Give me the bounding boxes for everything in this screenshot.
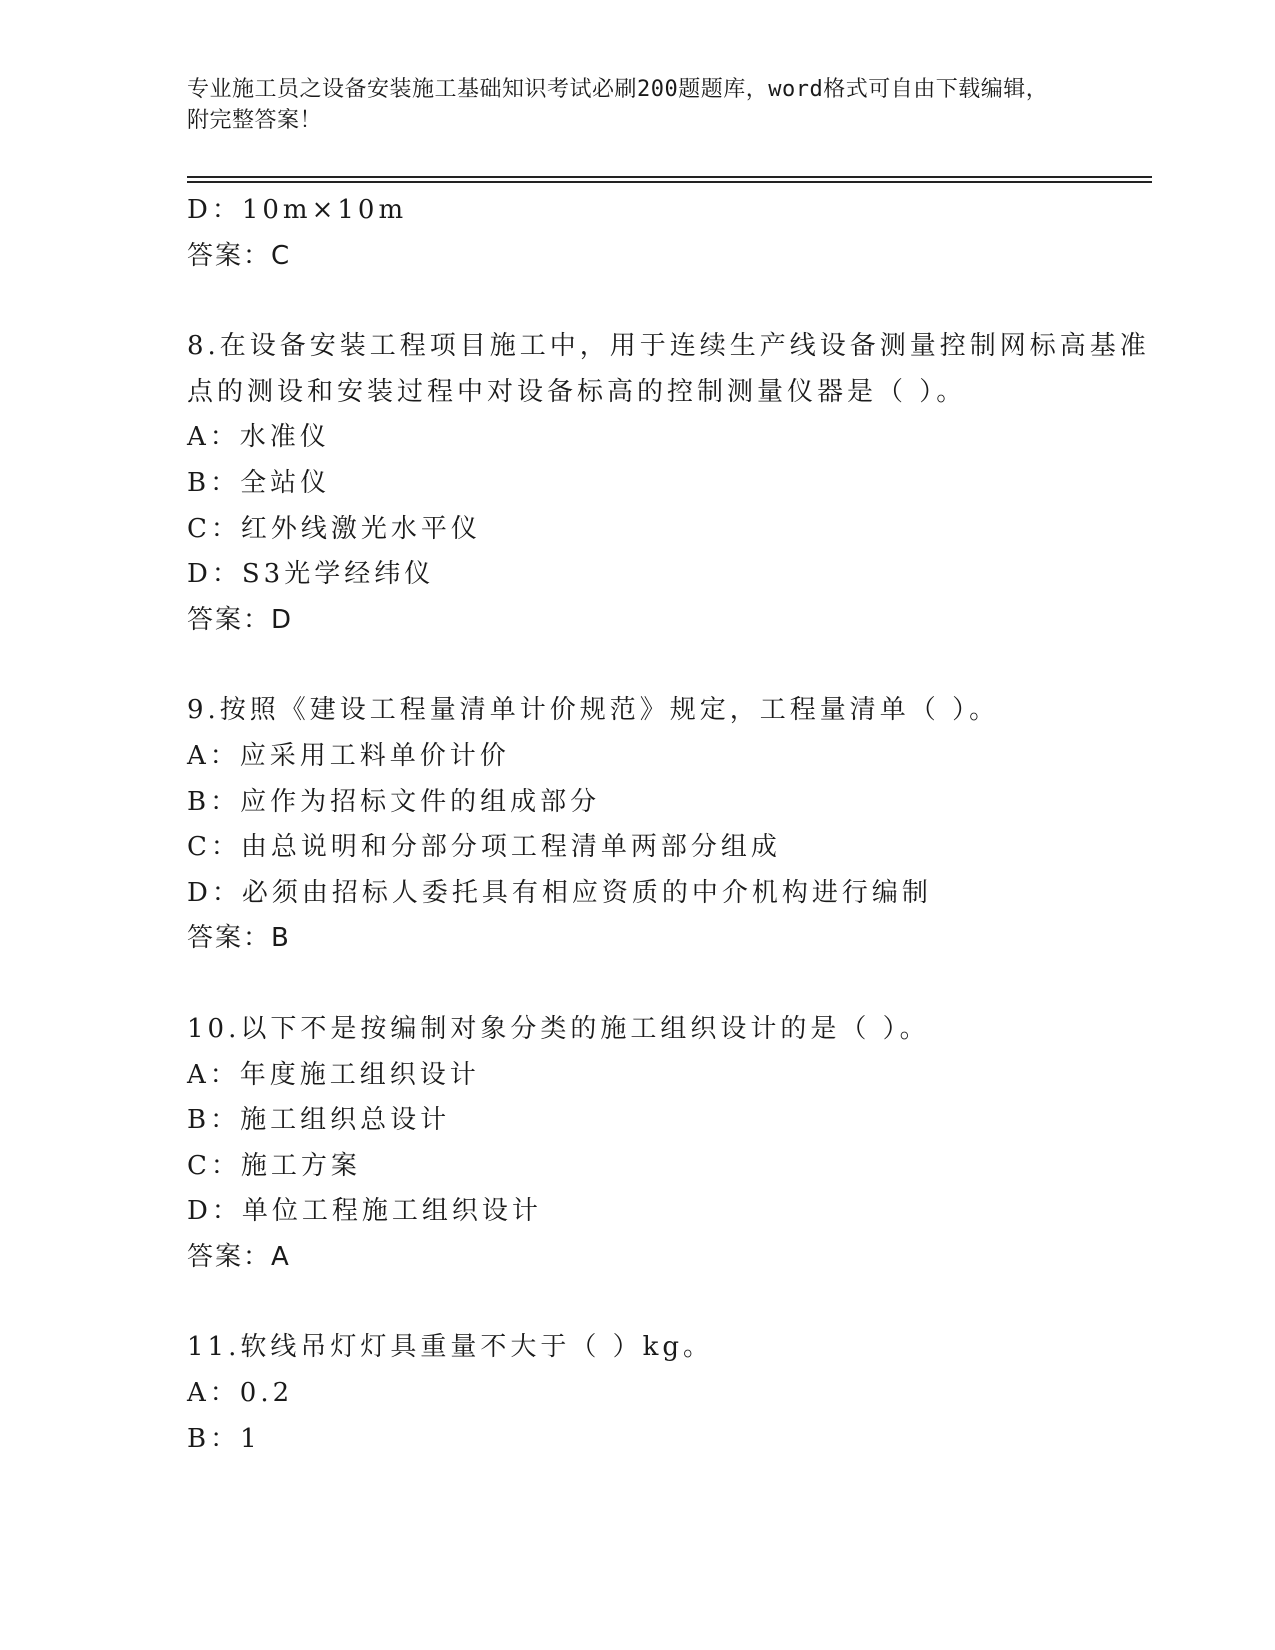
question-9-option-a: A：应采用工料单价计价 (187, 740, 510, 771)
spacer (187, 962, 1152, 1007)
question-11-option-b: B：1 (187, 1423, 261, 1454)
spacer (187, 643, 1152, 688)
question-11-option-a: A：0.2 (187, 1378, 294, 1409)
question-10-option-c: C：施工方案 (187, 1150, 361, 1181)
option-d: D：10m×10m (187, 195, 408, 225)
question-list (187, 188, 1152, 1462)
question-11-text: 11.软线吊灯灯具重量不大于（ ）kg。 (187, 1332, 714, 1363)
question-8-text: 8.在设备安装工程项目施工中，用于连续生产线设备测量控制网标高基准点的测设和安装过程中对设备标高的控制测量仪器是（ ）。 (187, 331, 1150, 407)
header-divider-bottom (187, 181, 1152, 183)
question-8-option-b: B：全站仪 (187, 467, 331, 498)
question-9-option-b: B：应作为招标文件的组成部分 (187, 786, 601, 817)
question-9-text: 9.按照《建设工程量清单计价规范》规定，工程量清单（ ）。 (187, 695, 1000, 726)
spacer (187, 1280, 1152, 1325)
question-8-answer: 答案：D (187, 604, 294, 635)
header-divider-top (187, 176, 1152, 178)
question-9-answer: 答案：B (187, 923, 291, 954)
question-10-text: 10.以下不是按编制对象分类的施工组织设计的是（ ）。 (187, 1013, 930, 1044)
question-8-option-d: D：S3光学经纬仪 (187, 559, 435, 590)
question-8-option-c: C：红外线激光水平仪 (187, 513, 481, 544)
question-9-option-c: C：由总说明和分部分项工程清单两部分组成 (187, 832, 781, 863)
question-10-option-d: D：单位工程施工组织设计 (187, 1196, 542, 1227)
question-8-option-a: A：水准仪 (187, 422, 330, 453)
spacer (187, 279, 1152, 324)
question-10-option-b: B：施工组织总设计 (187, 1105, 451, 1136)
question-10-option-a: A：年度施工组织设计 (187, 1059, 480, 1090)
question-10-answer: 答案：A (187, 1241, 291, 1272)
answer-line: 答案：C (187, 240, 292, 271)
document-header-title: 专业施工员之设备安装施工基础知识考试必刷200题题库，word格式可自由下载编辑，附完整答案！ (187, 77, 1049, 133)
question-9-option-d: D：必须由招标人委托具有相应资质的中介机构进行编制 (187, 877, 932, 908)
